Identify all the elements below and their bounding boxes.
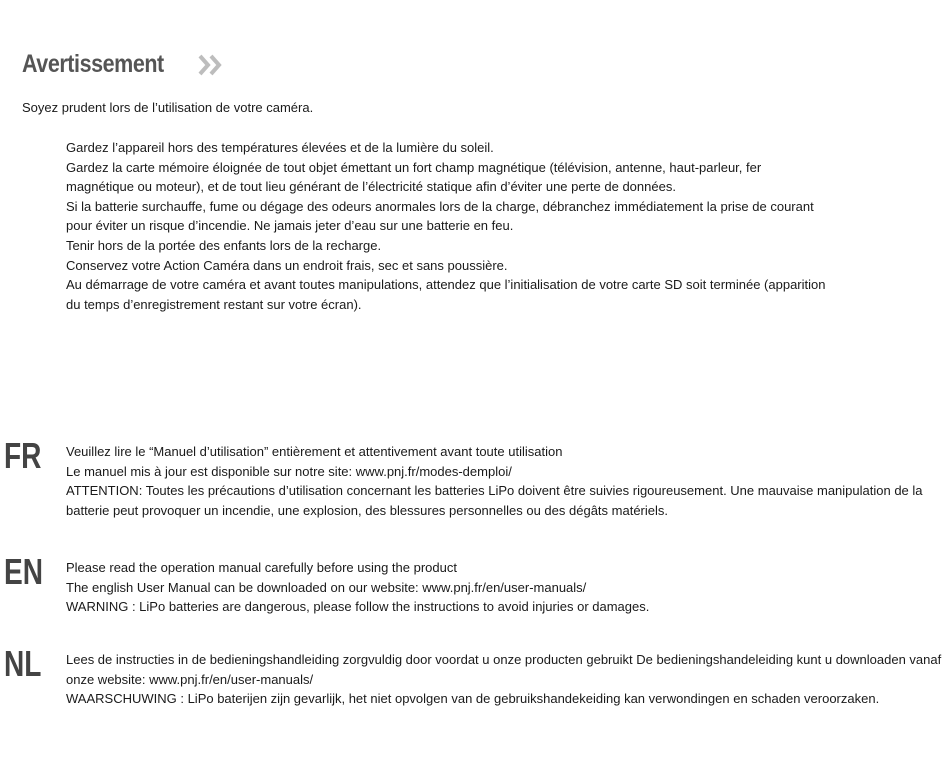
language-text-en: [66, 558, 942, 617]
text-line: WAARSCHUWING : LiPo baterijen zijn gevarlijk, het niet opvolgen van de gebruikshandekeiding kan verwondingen en schaden veroorzaken.: [66, 691, 880, 707]
text-line: WARNING : LiPo batteries are dangerous, please follow the instructions to avoid injuries or damages.: [66, 599, 650, 615]
text-line: Lees de instructies in de bedieningshandleiding zorgvuldig door voordat u onze producten gebruikt De bedieningshandeleiding kunt u downloaden vanaf onze website: www.pnj.fr/en/user-manuals/: [66, 652, 942, 687]
language-text-fr: [66, 442, 942, 520]
warning-item: Gardez l’appareil hors des températures élevées et de la lumière du soleil.: [66, 140, 494, 155]
page-title: Avertissement: [22, 50, 164, 78]
intro-text: Soyez prudent lors de l’utilisation de votre caméra.: [22, 100, 314, 115]
text-line: Veuillez lire le “Manuel d’utilisation” entièrement et attentivement avant toute utilisation: [66, 444, 563, 459]
warning-item: Tenir hors de la portée des enfants lors de la recharge.: [66, 237, 382, 253]
language-text-nl: [66, 650, 942, 709]
text-line: Le manuel mis à jour est disponible sur notre site: www.pnj.fr/modes-demploi/: [66, 463, 512, 479]
text-line: Please read the operation manual carefully before using the product: [66, 560, 457, 575]
language-code-nl: NL: [4, 643, 42, 684]
warning-item: Gardez la carte mémoire éloignée de tout objet émettant un fort champ magnétique (télévision, antenne, haut-parleur, fer magnétique ou moteur), et de tout lieu générant de l’électricité statique afin d’éviter une perte de données.: [66, 159, 762, 195]
warning-item: Au démarrage de votre caméra et avant toutes manipulations, attendez que l’initialisation de votre carte SD soit terminée (apparition du temps d’enregistrement restant sur votre écran).: [66, 277, 826, 312]
warning-item: Si la batterie surchauffe, fume ou dégage des odeurs anormales lors de la charge, débranchez immédiatement la prise de courant pour éviter un risque d’incendie. Ne jamais jeter d’eau sur une batterie en feu.: [66, 198, 814, 234]
double-chevron-right-icon: [197, 53, 225, 77]
text-line: ATTENTION: Toutes les précautions d’utilisation concernant les batteries LiPo doivent être suivies rigoureusement. Une mauvaise manipulation de la batterie peut provoquer un incendie, une explosion, des blessures personnelles ou des dégâts matériels.: [66, 483, 923, 518]
section-heading: [22, 50, 225, 79]
language-code-en: EN: [4, 551, 44, 592]
text-line: The english User Manual can be downloaded on our website: www.pnj.fr/en/user-manuals/: [66, 579, 587, 595]
warning-list: [66, 138, 826, 314]
language-code-fr: FR: [4, 435, 42, 476]
warning-item: Conservez votre Action Caméra dans un endroit frais, sec et sans poussière.: [66, 257, 508, 273]
